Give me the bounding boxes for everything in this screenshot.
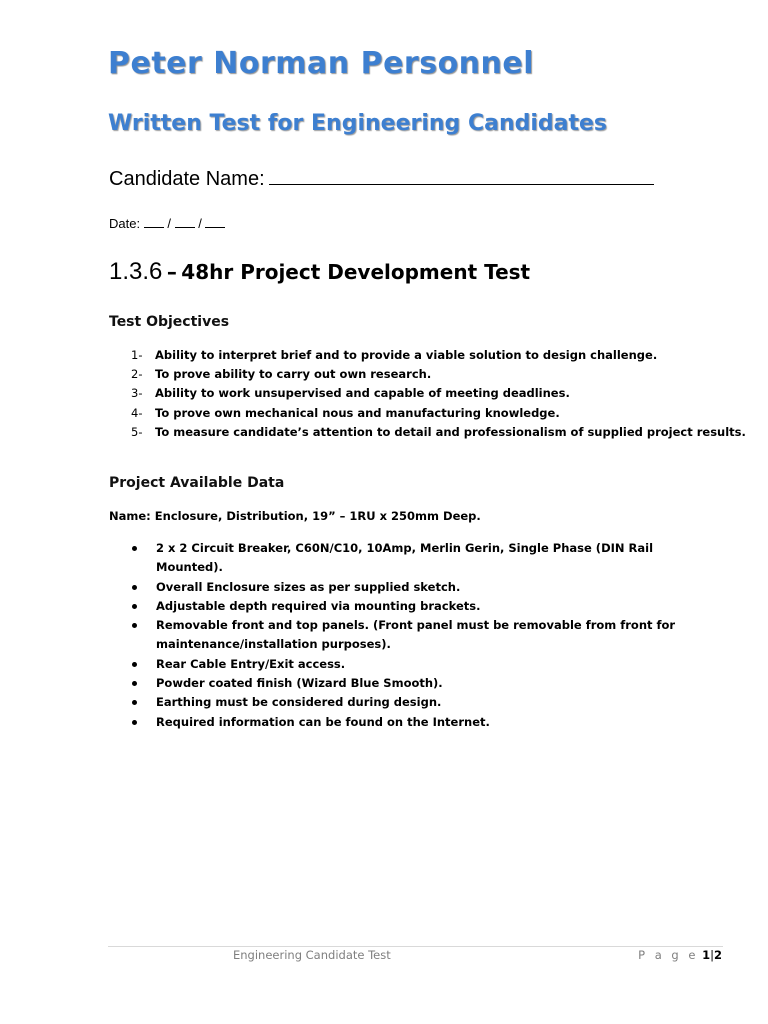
document-subtitle: Written Test for Engineering Candidates — [108, 111, 608, 136]
date-separator: / — [198, 216, 202, 231]
footer-page-label: P a g e — [638, 948, 699, 962]
footer-document-name: Engineering Candidate Test — [233, 948, 391, 962]
objective-text: Ability to work unsupervised and capable of meeting deadlines. — [155, 386, 570, 401]
objective-number: 2- — [131, 367, 143, 382]
candidate-name-blank[interactable] — [269, 170, 654, 185]
candidate-name-label: Candidate Name: — [109, 168, 265, 190]
section-title — [109, 258, 530, 286]
date-month-blank[interactable] — [175, 217, 195, 228]
section-number: 1.3.6 — [109, 258, 163, 285]
objective-text: To prove ability to carry out own research. — [155, 367, 432, 382]
footer-page-indicator — [638, 948, 722, 962]
date-label: Date: — [109, 216, 141, 231]
project-name-line: Name: Enclosure, Distribution, 19” – 1RU x 250mm Deep. — [109, 509, 481, 523]
objective-number: 1- — [131, 348, 143, 362]
list-item: Powder coated finish (Wizard Blue Smooth). — [131, 674, 691, 693]
date-year-blank[interactable] — [205, 217, 225, 228]
objective-number: 3- — [131, 386, 143, 401]
objective-number: 4- — [131, 405, 143, 420]
list-item: Rear Cable Entry/Exit access. — [131, 655, 691, 674]
objective-text: To measure candidate’s attention to detail and professionalism of supplied project results. — [155, 424, 746, 439]
list-item: Required information can be found on the Internet. — [131, 713, 691, 732]
list-item — [131, 404, 746, 423]
footer-divider — [108, 946, 723, 947]
section-name: 48hr Project Development Test — [181, 260, 531, 284]
section-dash: – — [166, 260, 177, 284]
date-separator: / — [167, 216, 171, 231]
project-data-list — [131, 539, 691, 732]
list-item: Adjustable depth required via mounting brackets. — [131, 597, 691, 616]
project-data-heading: Project Available Data — [109, 475, 285, 491]
footer-page-number: 1 — [702, 948, 711, 962]
list-item — [131, 384, 746, 403]
list-item: Removable front and top panels. (Front panel must be removable from front for maintenance/installation purposes). — [131, 616, 691, 655]
list-item — [131, 365, 746, 384]
objectives-heading: Test Objectives — [109, 314, 230, 330]
company-title: Peter Norman Personnel — [108, 46, 535, 81]
footer-page-separator: | — [710, 948, 714, 962]
date-row — [109, 216, 225, 231]
list-item: Overall Enclosure sizes as per supplied sketch. — [131, 578, 691, 597]
objective-text: Ability to interpret brief and to provide a viable solution to design challenge. — [155, 348, 658, 362]
date-day-blank[interactable] — [144, 217, 164, 228]
objective-text: To prove own mechanical nous and manufacturing knowledge. — [155, 405, 560, 420]
list-item: Earthing must be considered during design. — [131, 693, 691, 712]
objective-number: 5- — [131, 424, 143, 439]
objectives-list — [131, 346, 746, 442]
list-item — [131, 423, 746, 442]
list-item: 2 x 2 Circuit Breaker, C60N/C10, 10Amp, Merlin Gerin, Single Phase (DIN Rail Mounted). — [131, 539, 691, 578]
candidate-name-row — [109, 168, 654, 191]
footer-page-total: 2 — [713, 948, 722, 962]
list-item — [131, 346, 746, 365]
